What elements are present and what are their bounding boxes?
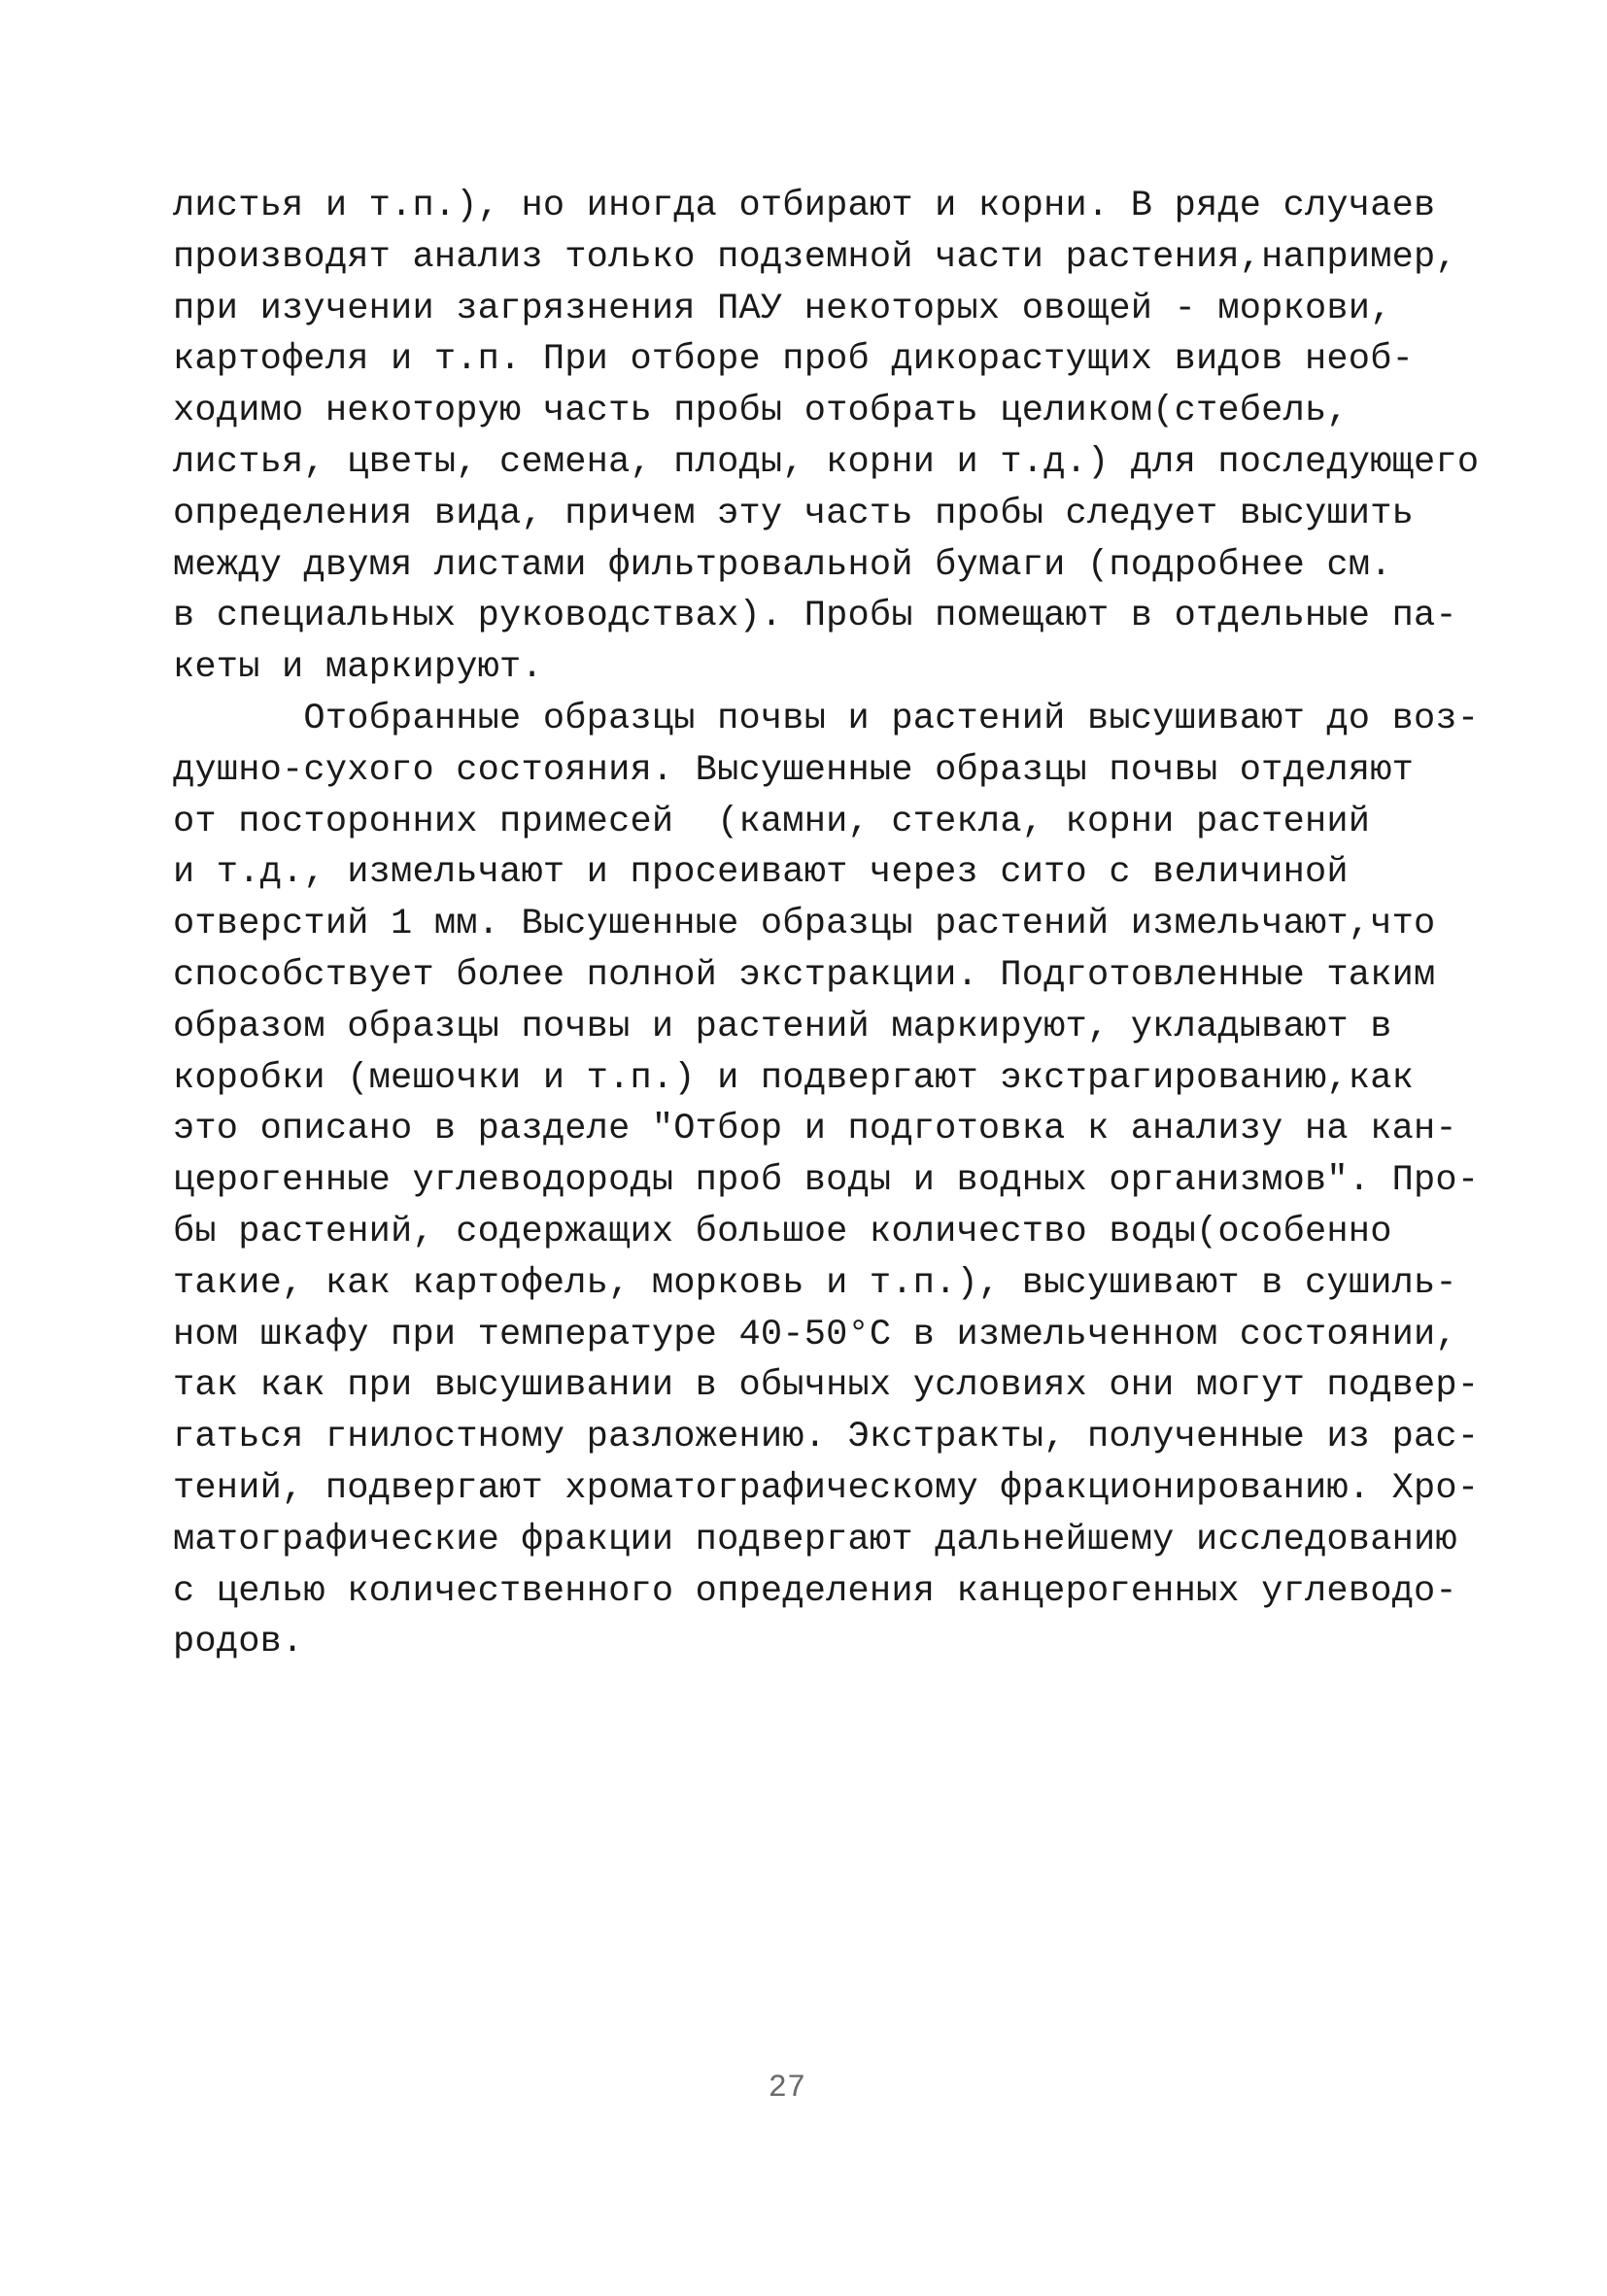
text-line: в специальных руководствах). Пробы помещают в отдельные па- <box>173 596 1457 637</box>
text-line: кеты и маркируют. <box>173 647 543 689</box>
text-line: душно-сухого состояния. Высушенные образцы почвы отделяют <box>173 749 1415 791</box>
text-line: гаться гнилостному разложению. Экстракты, полученные из рас- <box>173 1417 1480 1458</box>
text-line: между двумя листами фильтровальной бумаги (подробнее см. <box>173 544 1392 586</box>
text-line: образом образцы почвы и растений маркируют, укладывают в <box>173 1006 1392 1047</box>
paragraph-start-line: Отобранные образцы почвы и растений высушивают до воз- <box>173 698 1480 739</box>
text-line: листья, цветы, семена, плоды, корни и т.д.) для последующего <box>173 441 1480 483</box>
text-line: родов. <box>173 1622 304 1663</box>
text-line: картофеля и т.п. При отборе проб дикорастущих видов необ- <box>173 339 1415 381</box>
text-line: и т.д., измельчают и просеивают через сито с величиной <box>173 852 1349 894</box>
text-line: способствует более полной экстракции. Подготовленные таким <box>173 954 1436 996</box>
body-text <box>173 181 1480 1668</box>
text-line: матографические фракции подвергают дальнейшему исследованию <box>173 1519 1457 1560</box>
text-line: коробки (мешочки и т.п.) и подвергают экстрагированию,как <box>173 1057 1415 1099</box>
text-line: ном шкафу при температуре 40-50°С в измельченном состоянии, <box>173 1314 1457 1355</box>
text-line: с целью количественного определения канцерогенных углеводо- <box>173 1570 1457 1612</box>
text-line: определения вида, причем эту часть пробы следует высушить <box>173 493 1415 534</box>
text-line: такие, как картофель, морковь и т.п.), высушивают в сушиль- <box>173 1262 1457 1304</box>
text-line: ходимо некоторую часть пробы отобрать целиком(стебель, <box>173 391 1349 432</box>
page-number: 27 <box>768 2070 806 2106</box>
text-line: тений, подвергают хроматографическому фракционированию. Хро- <box>173 1467 1480 1509</box>
text-line: при изучении загрязнения ПАУ некоторых овощей - моркови, <box>173 288 1392 329</box>
text-line: производят анализ только подземной части растения,например, <box>173 236 1457 278</box>
text-line: так как при высушивании в обычных условиях они могут подвер- <box>173 1365 1480 1407</box>
text-line: отверстий 1 мм. Высушенные образцы растений измельчают,что <box>173 904 1436 945</box>
text-line: бы растений, содержащих большое количество воды(особенно <box>173 1211 1392 1252</box>
text-line: это описано в разделе "Отбор и подготовка к анализу на кан- <box>173 1109 1457 1150</box>
text-line: листья и т.п.), но иногда отбирают и корни. В ряде случаев <box>173 186 1436 226</box>
text-line: церогенные углеводороды проб воды и водных организмов". Про- <box>173 1160 1480 1202</box>
text-line: от посторонних примесей (камни, стекла, корни растений <box>173 801 1371 842</box>
